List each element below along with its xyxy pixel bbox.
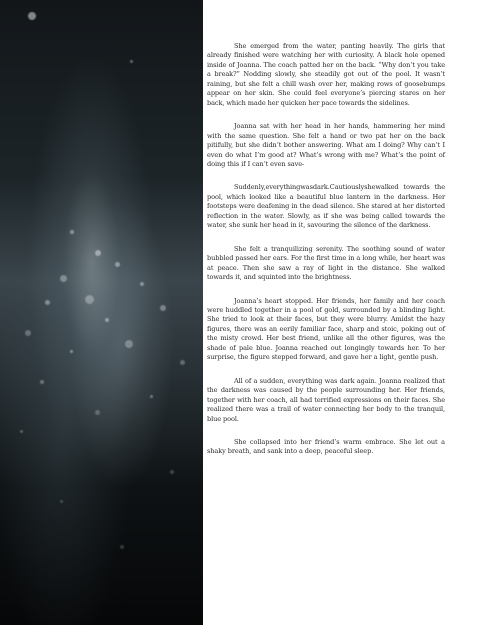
bokeh-light [60,500,63,503]
bokeh-light [170,470,174,474]
story-text-column [207,42,445,471]
bokeh-light [125,340,133,348]
bokeh-light [150,395,153,398]
rain-bokeh-photo [0,0,203,625]
bokeh-light [20,430,23,433]
bokeh-light [40,380,44,384]
bokeh-light [45,300,50,305]
bokeh-light [180,360,185,365]
story-paragraph: She felt a tranquilizing serenity. The soothing sound of water bubbled passed her ears. For the first time in a long while, her heart was at peace. Then she saw a ray of light in the distance. She walked towards it, and squinted into the brightness. [207,244,445,282]
bokeh-light [130,60,133,63]
bokeh-light [25,330,31,336]
bokeh-light [160,305,166,311]
bokeh-light [115,262,120,267]
story-paragraph: She emerged from the water, panting heavily. The girls that already finished were watching her with curiosity. A black hole opened inside of Joanna. The coach patted her on the back. “Why don’t you take a break?” Nodding slowly, she steadily got out of the pool. It wasn’t raining, but she felt a chill wash over her, making rows of goosebumps appear on her skin. She could feel everyone’s piercing stares on her back, which made her quicken her pace towards the sidelines. [207,42,445,107]
bokeh-light [70,350,73,353]
bokeh-light [120,545,124,549]
story-paragraph: Suddenly,everythingwasdark.Cautiouslyshewalked towards the pool, which looked like a beautiful blue lantern in the darkness. Her footsteps were deafening in the dead silence. She stared at her distorted reflection in the water. Slowly, as if she was being called towards the water, she sunk her head in it, savouring the silence of the darkness. [207,183,445,230]
bokeh-light [95,250,101,256]
story-paragraph: All of a sudden, everything was dark again. Joanna realized that the darkness was caused by the people surrounding her. Her friends, together with her coach, all had terrified expressions on their faces. She realized there was a trail of water connecting her body to the tranquil, blue pool. [207,376,445,423]
story-paragraph: She collapsed into her friend’s warm embrace. She let out a shaky breath, and sank into a deep, peaceful sleep. [207,437,445,456]
bokeh-light [105,318,109,322]
bokeh-light [28,12,36,20]
bokeh-light [95,410,100,415]
bokeh-light [85,295,94,304]
story-paragraph: Joanna’s heart stopped. Her friends, her family and her coach were huddled together in a pool of gold, surrounded by a blinding light. She tried to look at their faces, but they were blurry. Amidst the hazy figures, there was an eerily familiar face, sharp and stoic, poking out of the misty crowd. Her best friend, unlike all the other figures, was the shade of pale blue. Joanna reached out longingly towards her. To her surprise, the figure stepped forward, and gave her a light, gentle push. [207,296,445,362]
bokeh-light [140,282,144,286]
story-paragraph: Joanna sat with her head in her hands, hammering her mind with the same question. She felt a hand or two pat her on the back pitifully, but she didn’t bother answering. What am I doing? Why can’t I even do what I’m good at? What’s wrong with me? What’s the point of doing this if I can’t even save- [207,122,445,168]
bokeh-light [70,230,74,234]
bokeh-light [60,275,67,282]
